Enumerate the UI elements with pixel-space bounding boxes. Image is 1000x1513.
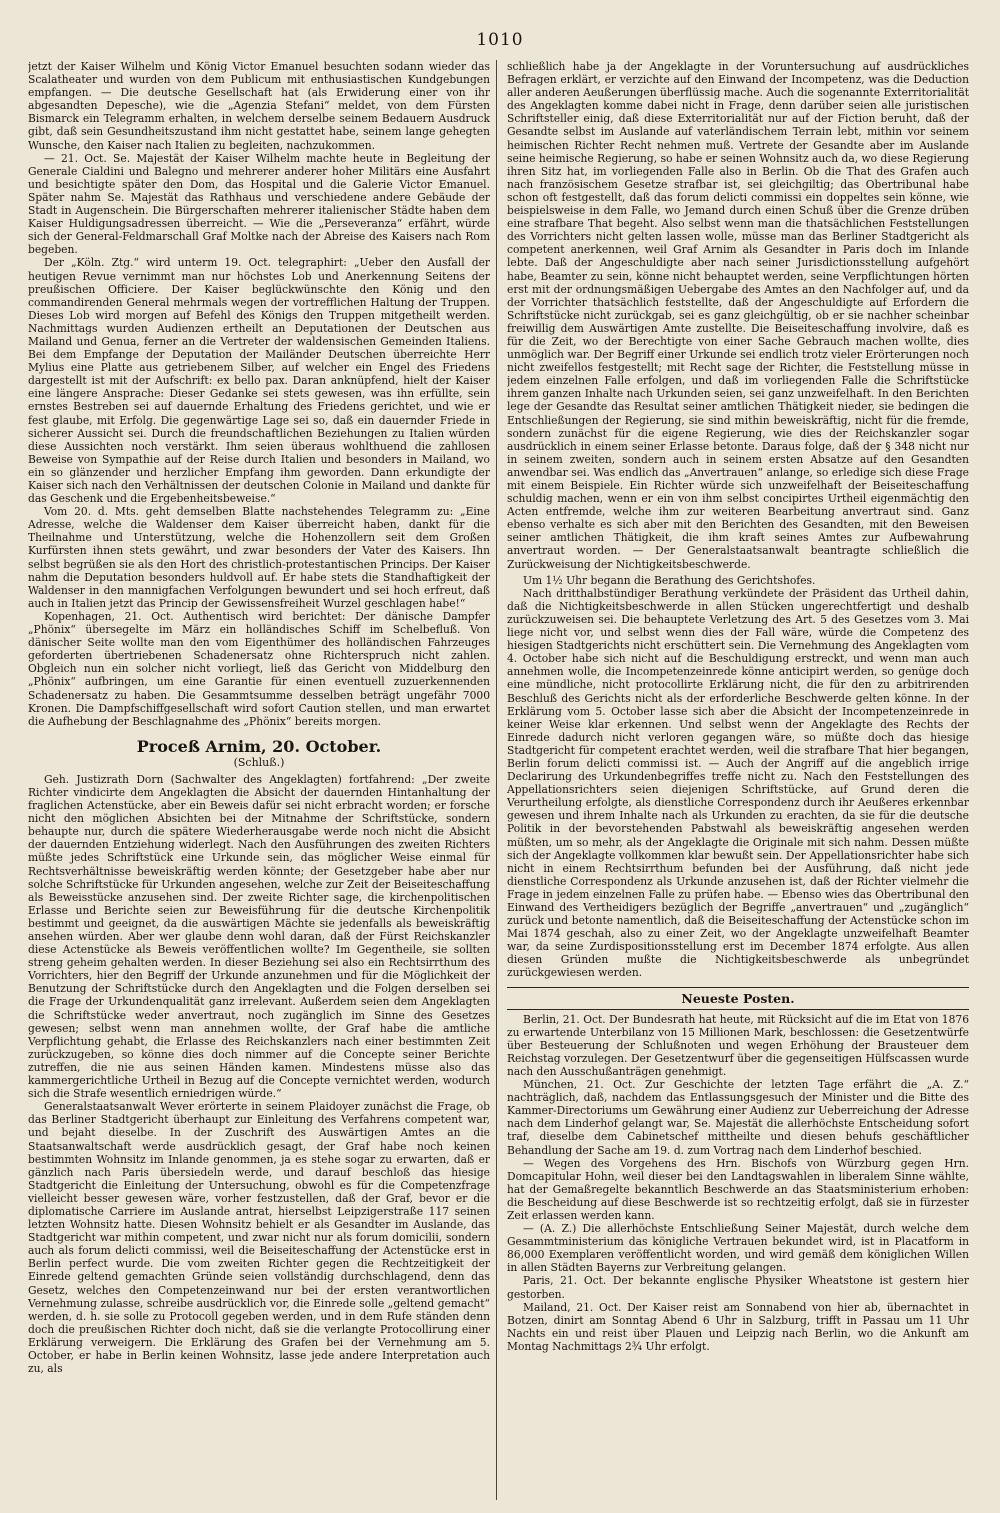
news-item: — Wegen des Vorgehens des Hrn. Bischofs von Würzburg gegen Hrn. Domcapitular Hohn, weil dieser bei den Landtagswahlen in liberalem Sinne wählte, hat der Gemaßregelte bekanntlich Beschwerde an das Staatsministerium erhoben: die Bescheidung auf diese Beschwerde ist so rechtzeitig erfolgt, daß sie in fürzester Zeit erlassen werden kann. [507, 1156, 969, 1222]
section-rule [507, 987, 969, 988]
news-paragraph: Der „Köln. Ztg.“ wird unterm 19. Oct. telegraphirt: „Ueber den Ausfall der heutigen Revue vernimmt man nur höchstes Lob und Anerkennung Seitens der preußischen Officiere. Der Kaiser beglückwünschte den König und den commandirenden General mehrmals wegen der vortrefflichen Haltung der Truppen. Dieses Lob wird morgen auf Befehl des Königs den Truppen mitgetheilt werden. Nachmittags wurden Audienzen ertheilt an Deputationen der Deutschen aus Mailand und Genua, ferner an die Vertreter der waldensischen Gemeinden Italiens. Bei dem Empfange der Deputation der Mailänder Deutschen überreichte Herr Mylius eine Platte aus getriebenem Silber, auf welcher ein Engel des Friedens dargestellt ist mit der Aufschrift: ex bello pax. Daran anknüpfend, hielt der Kaiser eine längere Ansprache: Dieser Gedanke sei stets gewesen, was ihn erfüllte, sein ernstes Bestreben sei auf dauernde Erhaltung des Friedens gerichtet, und wie er fest glaube, mit Erfolg. Die gegenwärtige Lage sei so, daß ein dauernder Friede in sicherer Aussicht sei. Durch die freundschaftlichen Beziehungen zu Italien würden diese Aussichten noch verstärkt. Ihm seien überaus wohlthuend die zahllosen Beweise von Sympathie auf der Reise durch Italien und besonders in Mailand, wo ein so glänzender und herzlicher Empfang ihm geworden. Dann erkundigte der Kaiser sich nach den Verhältnissen der deutschen Colonie in Mailand und dankte für das Geschenk und die Ergebenheitsbeweise.“ [28, 256, 490, 506]
news-item: — (A. Z.) Die allerhöchste Entschließung Seiner Majestät, durch welche dem Gesammtministerium das königliche Vertrauen bekundet wird, ist in Placatform in 86,000 Exemplaren veröffentlicht worden, und wird gemäß dem königlichen Willen in allen Städten Bayerns zur Verbreitung gelangen. [507, 1222, 969, 1275]
trial-paragraph: Geh. Justizrath Dorn (Sachwalter des Angeklagten) fortfahrend: „Der zweite Richter vindicirte dem Angeklagten die Absicht der dauernden Hintanhaltung der fraglichen Actenstücke, aber ein Beweis dafür sei nicht erbracht worden; er forsche nicht den möglichen Absichten bei der Mitnahme der Schriftstücke, sondern behaupte nur, durch die spätere Wiederherausgabe werde noch nicht die Absicht der dauernden Entziehung widerlegt. Nach den Ausführungen des zweiten Richters müßte jedes Schriftstück eine Urkunde sein, das möglicher Weise einmal für Rechtsverhältnisse beweiskräftig werden könnte; der Gesetzgeber habe aber nur solche Schriftstücke für Urkunden angesehen, welche zur Zeit der Beiseiteschaffung als Beweisstücke anzusehen sind. Der zweite Richter sage, die kirchenpolitischen Erlasse und Berichte seien zur Beweisführung für die deutsche Kirchenpolitik bestimmt und geeignet, da die auswärtigen Mächte sie jedenfalls als beweiskräftig ansehen würden. Aber wer glaube denn wohl daran, daß der Fürst Reichskanzler diese Actenstücke als Beweis veröffentlichen wollte? Im Gegentheile, sie sollten streng geheim gehalten werden. In dieser Beziehung sei also ein Rechtsirrthum des Vorrichters, hier den Begriff der Urkunde anzunehmen und für die Möglichkeit der Benutzung der Schriftstücke durch den Angeklagten und die Folgen derselben sei die Frage der Urkundenqualität ganz irrelevant. Außerdem seien dem Angeklagten die Schriftstücke weder anvertraut, noch zugänglich im Sinne des Gesetzes gewesen; selbst wenn man annehmen wollte, der Graf habe die amtliche Verpflichtung gehabt, die Erlasse des Reichskanzlers nach einer bestimmten Zeit zurückzugeben, so könne dies doch nimmer auf die Concepte seiner Berichte zutreffen, die nie aus seinen Händen kamen. Mindestens müsse also das kammergerichtliche Urtheil in Bezug auf die Concepte vernichtet werden, wodurch sich die Strafe wesentlich erniedrigen würde.“ [28, 772, 490, 1101]
section-rule [507, 1009, 969, 1010]
trial-paragraph: Nach dritthalbstündiger Berathung verkündete der Präsident das Urtheil dahin, daß die Nichtigkeitsbeschwerde in allen Stücken ungerechtfertigt und deshalb zurückzuweisen sei. Die behauptete Verletzung des Art. 5 des Gesetzes vom 3. Mai liege nicht vor, und selbst wenn dies der Fall wäre, würde die Competenz des hiesigen Stadtgerichts nicht erschüttert sein. Die Vernehmung des Angeklagten vom 4. October habe sich nicht auf die Beschuldigung erstreckt, und wenn man auch annehmen wolle, die Incompetenzeinrede könne anticipirt werden, so genüge doch eine mündliche, nicht protocollirte Erklärung nicht, die für den zu arbitrirenden Beschluß des Gerichts nicht als der erforderliche Beschwerde gelten könne. In der Erklärung vom 5. October lasse sich aber die Absicht der Incompetenzeinrede in keiner Weise klar erkennen. Und selbst wenn der Angeklagte des Rechts der Einrede dadurch nicht verloren gegangen wäre, so müßte doch das hiesige Stadtgericht für competent erachtet werden, weil die strafbare That hier begangen, Berlin forum delicti commissi ist. — Auch der Angriff auf die angeblich irrige Declarirung des Urkundenbegriffes treffe nicht zu. Nach den Feststellungen des Appellationsrichters seien diejenigen Schriftstücke, auf Grund deren die Verurtheilung erfolgte, als dienstliche Correspondenz durch ihr Aeußeres erkennbar gewesen und ihrem Inhalte nach als Urkunden zu erachten, da sie für die deutsche Politik in der bevorstehenden Pabstwahl als beweiskräftig angesehen werden müßten, um so mehr, als der Angeklagte die Originale mit sich nahm. Dessen müßte sich der Angeklagte vollkommen klar bewußt sein. Der Appellationsrichter habe sich nicht in einem Rechtsirrthum befunden bei der Ausführung, daß nicht jede dienstliche Correspondenz als Urkunde anzusehen ist, daß der Richter vielmehr die Frage in jedem einzelnen Falle zu prüfen habe. — Ebenso wies das Obertribunal den Einwand des Vertheidigers bezüglich der Begriffe „anvertrauen“ und „zugänglich“ zurück und betonte namentlich, daß die Beiseiteschaffung der Actenstücke schon im Mai 1874 geschah, also zu einer Zeit, wo der Angeklagte unzweifelhaft Beamter war, da seine Zurdispositionsstellung erst im December 1874 erfolgte. Aus allen diesen Gründen mußte die Nichtigkeitsbeschwerde als unbegründet zurückgewiesen werden. [507, 586, 969, 980]
news-paragraph: Kopenhagen, 21. Oct. Authentisch wird berichtet: Der dänische Dampfer „Phönix“ übersegelte im März ein holländisches Schiff im Schelbefluß. Von dänischer Seite wollte man den vom Eigenthümer des holländischen Fahrzeuges geforderten übertriebenen Schadenersatz ohne Richterspruch nicht zahlen. Obgleich nun ein solcher nicht vorliegt, ließ das Gericht von Middelburg den „Phönix“ aufbringen, um eine Garantie für einen eventuell zuzuerkennenden Schadenersatz zu haben. Die Gesammtsumme desselben beträgt ungefähr 7000 Kronen. Die Dampfschiffgesellschaft wird sofort Caution stellen, und man erwartet die Aufhebung der Beschlagnahme des „Phönix“ bereits morgen. [28, 609, 490, 728]
trial-paragraph: Um 1½ Uhr begann die Berathung des Gerichtshofes. [523, 573, 816, 587]
news-paragraph: — 21. Oct. Se. Majestät der Kaiser Wilhelm machte heute in Begleitung der Generale Cialdini und Balegno und mehrerer anderer hoher Militärs eine Ausfahrt und besichtigte später den Dom, das Hospital und die Galerie Victor Emanuel. Später nahm Se. Majestät das Rathhaus und verschiedene andere Gebäude der Stadt in Augenschein. Die Bürgerschaften mehrerer italienischer Städte haben dem Kaiser Huldigungsadressen überreicht. — Wie die „Perseveranza“ erfährt, würde sich der General-Feldmarschall Graf Moltke nach der Abreise des Kaisers nach Rom begeben. [28, 151, 490, 257]
news-item: München, 21. Oct. Zur Geschichte der letzten Tage erfährt die „A. Z.“ nachträglich, daß, nachdem das Entlassungsgesuch der Minister und die Bitte des Kammer-Directoriums um Gewährung einer Audienz zur Ueberreichung der Adresse nach dem Linderhof gelangt war, Se. Majestät die allerhöchste Entscheidung sofort traf, dieselbe dem Cabinetschef mittheilte und diesen behufs geschäftlicher Behandlung der Sache am 19. d. zum Vortrag nach dem Linderhof beschied. [507, 1078, 969, 1157]
news-item: Berlin, 21. Oct. Der Bundesrath hat heute, mit Rücksicht auf die im Etat von 1876 zu erwartende Unterbilanz von 15 Millionen Mark, beschlossen: die Gesetzentwürfe über Besteuerung der Schlußnoten und wegen Erhöhung der Brausteuer dem Reichstag vorzulegen. Der Gesetzentwurf über die gegenseitigen Hülfscassen wurde nach den Ausschußanträgen genehmigt. [507, 1012, 969, 1078]
news-paragraph: Vom 20. d. Mts. geht demselben Blatte nachstehendes Telegramm zu: „Eine Adresse, welche die Waldenser dem Kaiser überreicht haben, dankt für die Theilnahme und Unterstützung, welche die Hohenzollern seit dem Großen Kurfürsten ihnen stets gewährt, und zwar besonders der Vater des Kaisers. Ihn selbst begrüßen sie als den Hort des christlich-protestantischen Princips. Der Kaiser nahm die Deputation besonders huldvoll auf. Er habe stets die Standhaftigkeit der Waldenser in den mannigfachen Verfolgungen bewundert und sei hoch erfreut, daß auch in Italien jetzt das Princip der Gewissensfreiheit Wurzel geschlagen habe!“ [28, 505, 490, 610]
section-heading: Proceß Arnim, 20. October. [136, 736, 382, 756]
page-number: 1010 [476, 30, 524, 50]
latest-news-heading: Neueste Posten. [681, 990, 795, 1006]
trial-paragraph: schließlich habe ja der Angeklagte in der Voruntersuchung auf ausdrückliches Befragen erklärt, er verzichte auf den Einwand der Incompetenz, was die Deduction aller anderen Aeußerungen überflüssig mache. Auch die sogenannte Exterritorialität des Angeklagten komme dabei nicht in Frage, denn darüber seien alle juristischen Schriftsteller einig, daß diese Exterritorialität nur auf der Fiction beruht, daß der Gesandte selbst im Auslande auf vaterländischem Terrain lebt, mithin vor seinem heimischen Richter Recht nehmen muß. Vertrete der Gesandte aber im Auslande seine heimische Regierung, so habe er seinen Wohnsitz auch da, wo diese Regierung ihren Sitz hat, im vorliegenden Falle also in Berlin. Ob die That des Grafen auch nach französischem Gesetze strafbar ist, sei gleichgiltig; das Obertribunal habe schon oft festgestellt, daß das forum delicti commissi ein doppeltes sein könne, wie beispielsweise in dem Falle, wo Jemand durch einen Schuß über die Grenze drüben eine strafbare That begeht. Also selbst wenn man die thatsächlichen Feststellungen des Vorrichters nicht gelten lassen wolle, müsse man das Berliner Stadtgericht als competent anerkennen, weil Graf Arnim als Gesandter in Paris doch im Inlande lebte. Daß der Angeschuldigte aber nach seiner Jurisdictionsstellung aufgehört habe, Beamter zu sein, könne nicht behauptet werden, seine Verpflichtungen hörten erst mit der ordnungsmäßigen Uebergabe des Amtes an den Nachfolger auf, und da der Vorrichter thatsächlich feststellte, daß der Angeschuldigte auf Erfordern die Schriftstücke nicht zurückgab, sei es ganz gleichgültig, ob er sie nachher scheinbar freiwillig dem Auswärtigen Amte zustellte. Die Beiseiteschaffung involvire, daß es für die Zeit, wo der Berechtigte von einer Sache Gebrauch machen wollte, dies unmöglich war. Der Begriff einer Urkunde sei endlich trotz vieler Erörterungen noch nicht zweifellos festgestellt; mit Recht sage der Richter, die Feststellung müsse in jedem einzelnen Falle erfolgen, und daß im vorliegenden Falle die Schriftstücke ihrem ganzen Inhalte nach Urkunden seien, sei ganz unzweifelhaft. In den Berichten lege der Gesandte das Resultat seiner amtlichen Thätigkeit nieder, sie bedingen die Entschließungen der Regierung, sie sind mithin beweiskräftig, nicht für die fremde, sondern zunächst für die eigene Regierung, wie dies der Reichskanzler sogar ausdrücklich in einem seiner Erlasse betonte. Daraus folge, daß der § 348 nicht nur in seinem zweiten, sondern auch in seinem ersten Absatze auf den Gesandten anwendbar sei. Was endlich das „Anvertrauen“ anlange, so erledige sich diese Frage mit einem Beispiele. Ein Richter würde sich unzweifelhaft der Beiseiteschaffung schuldig machen, wenn er ein von ihm selbst concipirtes Urtheil eigenmächtig den Acten entfremde, welche ihm zur weiteren Bearbeitung anvertraut sind. Ganz ebenso verhalte es sich aber mit den Berichten des Gesandten, mit den Beweisen seiner amtlichen Thätigkeit, die ihm kraft seines Amtes zur Aufbewahrung anvertraut worden. — Der Generalstaatsanwalt beantragte schließlich die Zurückweisung der Nichtigkeitsbeschwerde. [507, 60, 969, 571]
column-divider [496, 60, 497, 1500]
right-column [507, 60, 969, 1500]
trial-paragraph: Generalstaatsanwalt Wever erörterte in seinem Plaidoyer zunächst die Frage, ob das Berliner Stadtgericht überhaupt zur Einleitung des Verfahrens competent war, und bejaht dieselbe. In der Zuschrift des Auswärtigen Amtes an die Staatsanwaltschaft werde ausdrücklich gesagt, der Graf habe noch keinen bestimmten Wohnsitz im Inlande genommen, ja es stehe sogar zu erwarten, daß er gänzlich nach Paris übersiedeln werde, und darauf beschloß das hiesige Stadtgericht die Einleitung der Untersuchung, obwohl es für die Competenzfrage vielleicht besser gewesen wäre, vorher festzustellen, daß der Graf, bevor er die diplomatische Carriere im Auslande antrat, hierselbst Leipzigerstraße 117 seinen letzten Wohnsitz hatte. Diesen Wohnsitz behielt er als Gesandter im Auslande, das Stadtgericht war mithin competent, und zwar nicht nur als forum domicilii, sondern auch als forum delicti commissi, weil die Beiseiteschaffung der Actenstücke erst in Berlin perfect wurde. Die vom zweiten Richter gegen die Rechtzeitigkeit der Einrede geltend gemachten Gründe seien vollständig durchschlagend, denn das Gesetz, welches den Competenzeinwand nur bei der ersten verantwortlichen Vernehmung zulasse, schreibe ausdrücklich vor, die Einrede solle „geltend gemacht“ werden, d. h. sie solle zu Protocoll gegeben werden, und in dem Rufe ständen denn doch die preußischen Richter doch nicht, daß sie die verlangte Protocollirung einer Erklärung verweigern. Die Erklärung des Grafen bei der Vernehmung am 5. October, er habe in Berlin keinen Wohnsitz, lasse jede andere Interpretation auch zu, als [28, 1100, 490, 1376]
news-item: Mailand, 21. Oct. Der Kaiser reist am Sonnabend von hier ab, übernachtet in Botzen, dinirt am Sonntag Abend 6 Uhr in Salzburg, trifft in Passau um 11 Uhr Nachts ein und reist über Plauen und Leipzig nach Berlin, wo die Ankunft am Montag Nachmittags 2¾ Uhr erfolgt. [507, 1300, 969, 1353]
news-paragraph: jetzt der Kaiser Wilhelm und König Victor Emanuel besuchten sodann wieder das Scalatheater und wurden von dem Publicum mit enthusiastischen Kundgebungen empfangen. — Die deutsche Gesellschaft hat (als Erwiderung einer von ihr abgesandten Depesche), wie die „Agenzia Stefani“ meldet, von dem Fürsten Bismarck ein Telegramm erhalten, in welchem derselbe seinem Bedauern Ausdruck gibt, daß sein Gesundheitszustand ihm nicht gestattet habe, seinem lange gehegten Wunsche, den Kaiser nach Italien zu begleiten, nachzukommen. [28, 60, 490, 152]
left-column [28, 60, 490, 1500]
news-item: Paris, 21. Oct. Der bekannte englische Physiker Wheatstone ist gestern hier gestorben. [507, 1274, 969, 1301]
section-subheading: (Schluß.) [233, 755, 285, 769]
